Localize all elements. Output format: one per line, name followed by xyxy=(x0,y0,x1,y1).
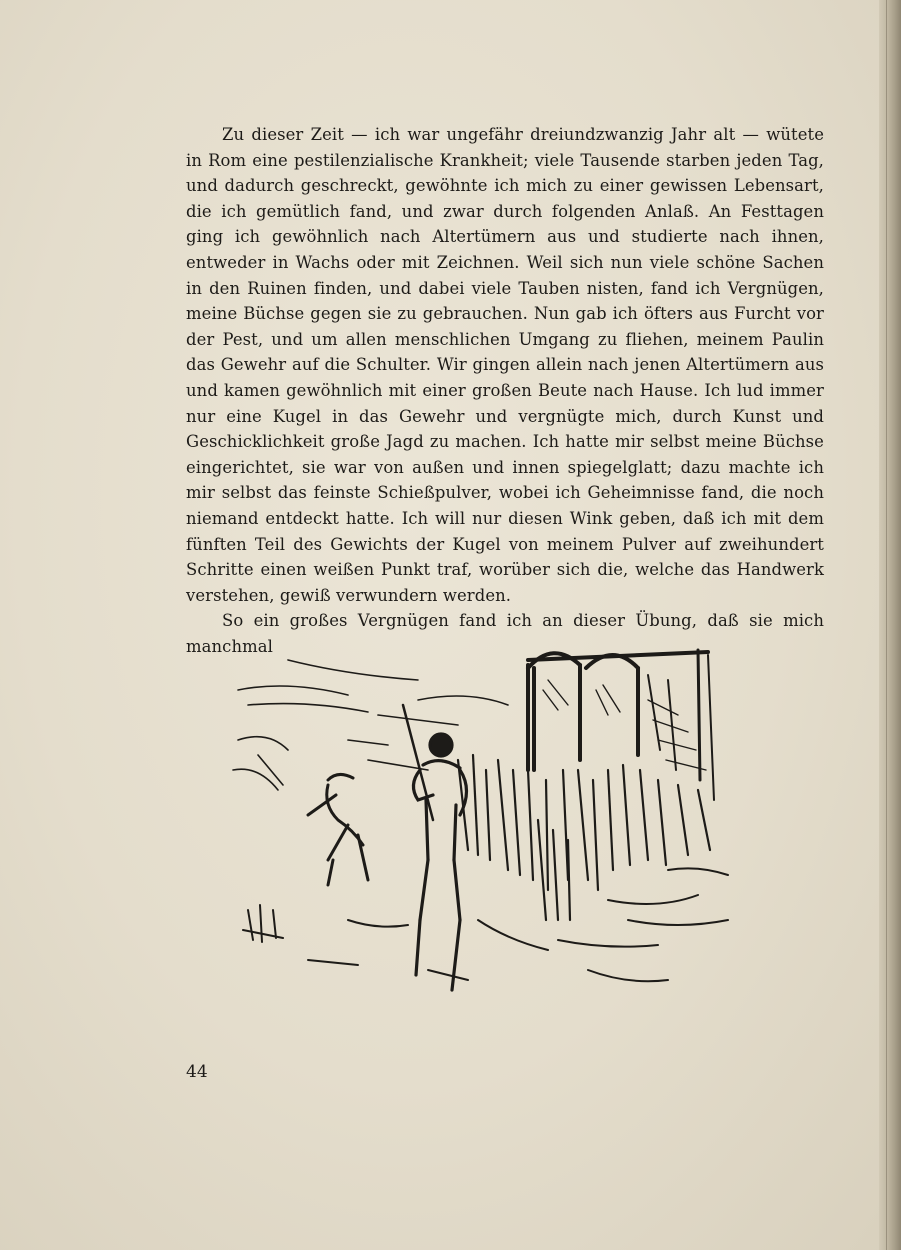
page-number: 44 xyxy=(186,1062,208,1082)
ruin-hatching xyxy=(543,680,706,770)
paragraph-2: So ein großes Vergnügen fand ich an dieser Übung, daß sie mich manchmal xyxy=(186,611,824,656)
paragraph-1: Zu dieser Zeit — ich war ungefähr dreiundzwanzig Jahr alt — wütete in Rom eine pestilenzialische Krankheit; viele Tausende starben jeden Tag, und dadurch geschreckt, gewöhnte ich mich zu einer gewissen Lebensart, die ich gemütlich fand, und zwar durch folgenden Anlaß. An Festtagen ging ich gewöhnlich nach Altertümern aus und studierte nach ihnen, entweder in Wachs oder mit Zeichnen. Weil sich nun viele schöne Sachen in den Ruinen finden, und dabei viele Tauben nisten, fand ich Vergnügen, meine Büchse gegen sie zu gebrauchen. Nun gab ich öfters aus Furcht vor der Pest, und um allen menschlichen Umgang zu fliehen, meinem Paulin das Gewehr auf die Schulter. Wir gingen allein nach jenen Altertümern aus und kamen gewöhnlich mit einer großen Beute nach Hause. Ich lud immer nur eine Kugel in das Gewehr und vergnügte mich, durch Kunst und Geschicklichkeit große Jagd zu machen. Ich hatte mir selbst meine Büchse eingerichtet, sie war von außen und innen spiegelglatt; dazu machte ich mir selbst das feinste Schießpulver, wobei ich Geheimnisse fand, die noch niemand entdeckt hatte. Ich will nur diesen Wink geben, daß ich mit dem fünften Teil des Gewichts der Kugel von meinem Pulver auf zweihundert Schritte einen weißen Punkt traf, worüber sich die, welche das Handwerk verstehen, gewiß verwundern werden. xyxy=(186,125,824,605)
companion-figure xyxy=(308,774,368,885)
background-scribbles xyxy=(233,660,508,790)
page-edge xyxy=(879,0,901,1250)
hunter-figure xyxy=(403,705,467,990)
illustration-hunter-in-ruins xyxy=(228,620,788,1020)
page-edge-line xyxy=(886,0,887,1250)
ruin-arches xyxy=(528,650,714,800)
grass-strokes xyxy=(458,755,710,920)
foreground-strokes xyxy=(243,868,728,981)
body-text xyxy=(186,122,824,659)
